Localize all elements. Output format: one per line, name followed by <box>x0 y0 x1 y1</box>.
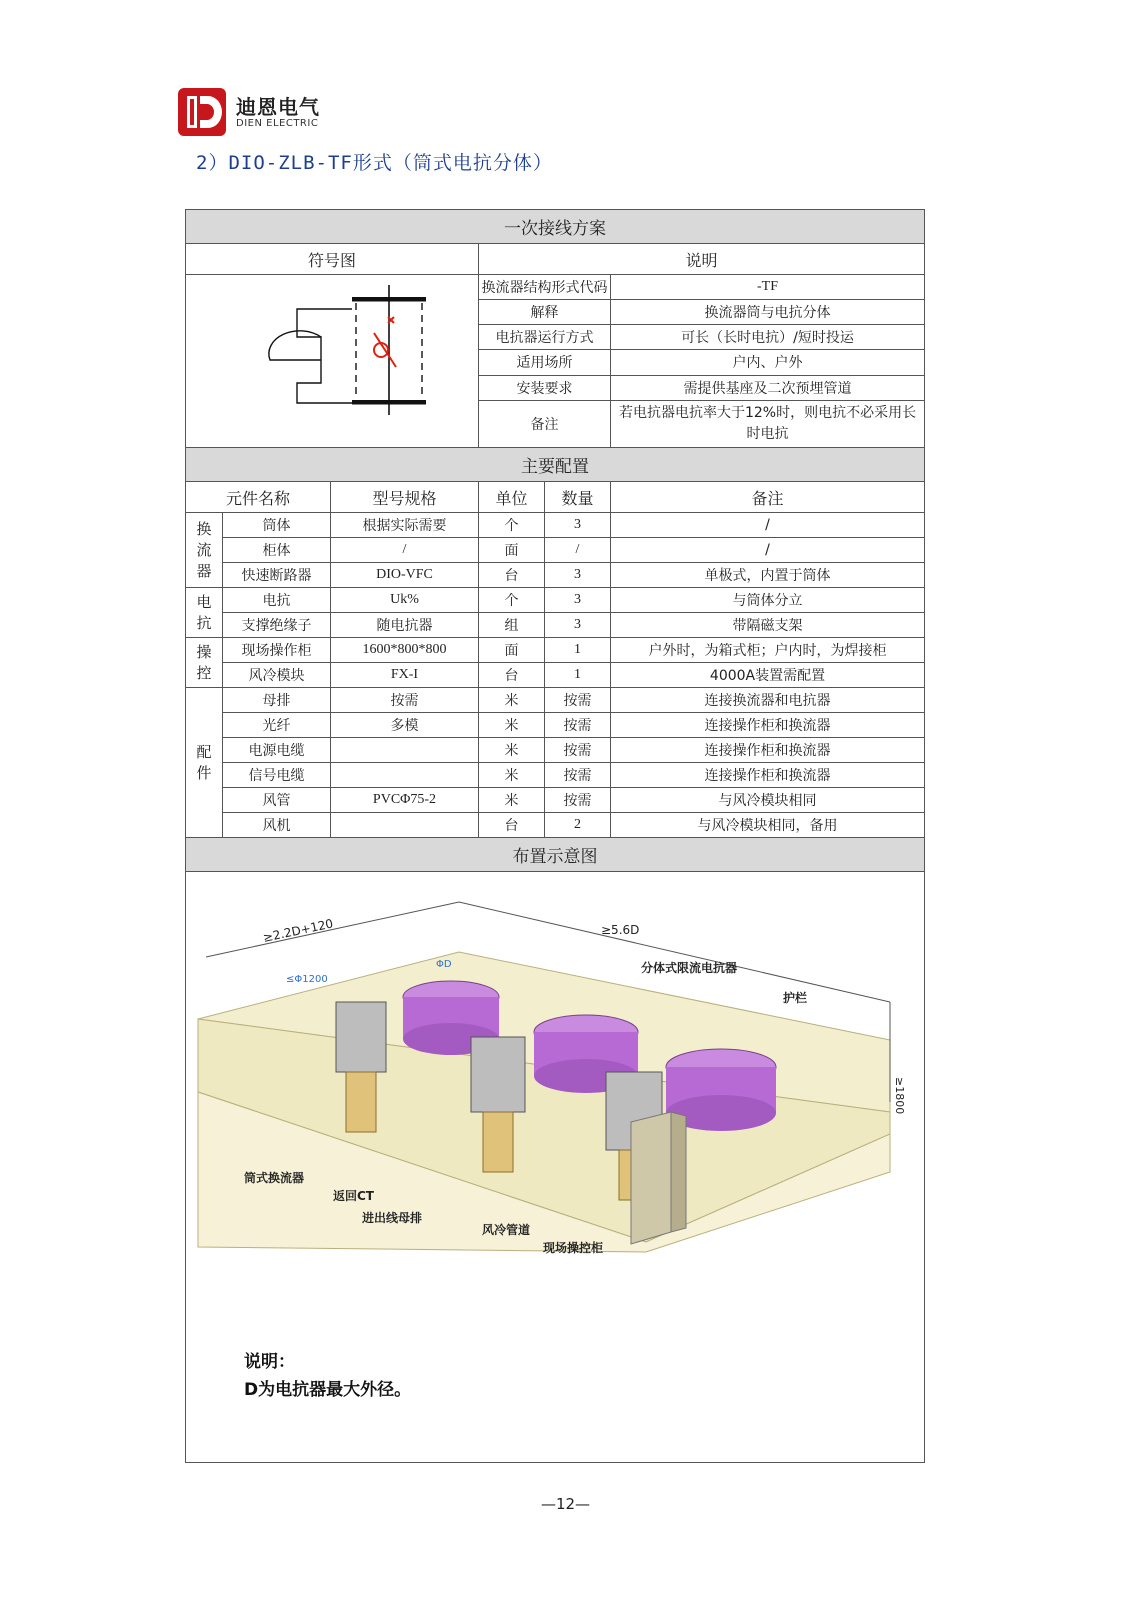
quantity: 3 <box>545 588 611 613</box>
duct-label: 风冷管道 <box>482 1223 531 1237</box>
explain-key: 安装要求 <box>479 375 611 400</box>
model-spec: FX-I <box>331 663 479 688</box>
unit: 台 <box>479 813 545 838</box>
section-heading: 2）DIO-ZLB-TF形式（筒式电抗分体） <box>196 152 553 174</box>
unit: 组 <box>479 613 545 638</box>
explain-value: 换流器筒与电抗分体 <box>611 300 925 325</box>
model-spec: Uk% <box>331 588 479 613</box>
remark: 与筒体分立 <box>611 588 925 613</box>
logo-chinese-name: 迪恩电气 <box>236 94 320 119</box>
config-row <box>186 738 925 763</box>
explain-value: 户内、户外 <box>611 350 925 375</box>
model-spec: PVCΦ75-2 <box>331 788 479 813</box>
model-spec: 随电抗器 <box>331 613 479 638</box>
config-row <box>186 788 925 813</box>
model-spec: 多模 <box>331 713 479 738</box>
group-label: 换 流 器 <box>186 513 223 588</box>
explain-key: 解释 <box>479 300 611 325</box>
layout-title: 布置示意图 <box>186 838 925 872</box>
config-row <box>186 663 925 688</box>
config-row <box>186 763 925 788</box>
component-name: 柜体 <box>223 538 331 563</box>
config-row <box>186 588 925 613</box>
component-name: 电源电缆 <box>223 738 331 763</box>
col-header: 数量 <box>545 482 611 513</box>
remark: 4000A装置需配置 <box>611 663 925 688</box>
dim-label: ΦD <box>436 959 452 970</box>
quantity: 1 <box>545 638 611 663</box>
config-row <box>186 688 925 713</box>
layout-diagram-cell <box>186 872 925 1463</box>
explain-key: 换流器结构形式代码 <box>479 275 611 300</box>
model-spec: DIO-VFC <box>331 563 479 588</box>
busbar-label: 进出线母排 <box>362 1211 423 1225</box>
component-name: 快速断路器 <box>223 563 331 588</box>
remark: 与风冷模块相同 <box>611 788 925 813</box>
quantity: 2 <box>545 813 611 838</box>
reactor-label: 分体式限流电抗器 <box>641 961 738 975</box>
config-row <box>186 538 925 563</box>
spec-table <box>185 209 925 1463</box>
col-header: 型号规格 <box>331 482 479 513</box>
component-name: 信号电缆 <box>223 763 331 788</box>
unit: 个 <box>479 588 545 613</box>
unit: 米 <box>479 738 545 763</box>
col-header: 单位 <box>479 482 545 513</box>
component-name: 电抗 <box>223 588 331 613</box>
remark: 连接操作柜和换流器 <box>611 763 925 788</box>
explain-key: 适用场所 <box>479 350 611 375</box>
component-name: 母排 <box>223 688 331 713</box>
symbol-header: 符号图 <box>186 244 479 275</box>
remark: 与风冷模块相同，备用 <box>611 813 925 838</box>
group-label: 电 抗 <box>186 588 223 638</box>
explain-key: 电抗器运行方式 <box>479 325 611 350</box>
unit: 面 <box>479 638 545 663</box>
unit: 面 <box>479 538 545 563</box>
group-label: 操 控 <box>186 638 223 688</box>
explain-value: -TF <box>611 275 925 300</box>
unit: 米 <box>479 788 545 813</box>
description-header: 说明 <box>479 244 925 275</box>
unit: 个 <box>479 513 545 538</box>
note-text: D为电抗器最大外径。 <box>244 1380 412 1400</box>
remark: 连接操作柜和换流器 <box>611 713 925 738</box>
dien-logo-icon <box>178 88 226 136</box>
unit: 米 <box>479 688 545 713</box>
note-title: 说明： <box>244 1352 295 1372</box>
config-row <box>186 813 925 838</box>
model-spec <box>331 763 479 788</box>
dim-label: ≤Φ1200 <box>286 974 328 985</box>
quantity: 按需 <box>545 688 611 713</box>
config-row <box>186 713 925 738</box>
model-spec <box>331 738 479 763</box>
quantity: 按需 <box>545 788 611 813</box>
logo-english-name: DIEN ELECTRIC <box>236 117 319 129</box>
component-name: 现场操作柜 <box>223 638 331 663</box>
dim-label: ≥5.6D <box>601 923 640 937</box>
quantity: 3 <box>545 613 611 638</box>
model-spec: 按需 <box>331 688 479 713</box>
component-name: 风冷模块 <box>223 663 331 688</box>
model-spec: / <box>331 538 479 563</box>
circuit-symbol <box>186 275 479 443</box>
unit: 台 <box>479 563 545 588</box>
remark: 带隔磁支架 <box>611 613 925 638</box>
main-config-title: 主要配置 <box>186 448 925 482</box>
layout-diagram <box>186 872 925 1462</box>
quantity: / <box>545 538 611 563</box>
quantity: 3 <box>545 563 611 588</box>
config-row <box>186 613 925 638</box>
config-row <box>186 513 925 538</box>
col-header: 备注 <box>611 482 925 513</box>
ct-label: 返回CT <box>333 1189 374 1203</box>
company-logo <box>178 88 320 136</box>
col-header: 元件名称 <box>186 482 331 513</box>
remark: 连接操作柜和换流器 <box>611 738 925 763</box>
component-name: 支撑绝缘子 <box>223 613 331 638</box>
symbol-diagram-cell <box>186 275 479 448</box>
remark: 连接换流器和电抗器 <box>611 688 925 713</box>
config-row <box>186 638 925 663</box>
control-cabinet <box>631 1112 671 1244</box>
remark: 户外时，为箱式柜；户内时，为焊接柜 <box>611 638 925 663</box>
explain-value: 需提供基座及二次预埋管道 <box>611 375 925 400</box>
explain-value: 可长（长时电抗）/短时投运 <box>611 325 925 350</box>
component-name: 光纤 <box>223 713 331 738</box>
quantity: 按需 <box>545 738 611 763</box>
component-name: 风管 <box>223 788 331 813</box>
explain-key: 备注 <box>479 400 611 447</box>
wiring-scheme-title: 一次接线方案 <box>186 210 925 244</box>
remark: / <box>611 538 925 563</box>
unit: 米 <box>479 763 545 788</box>
fence-label: 护栏 <box>783 991 808 1005</box>
quantity: 按需 <box>545 713 611 738</box>
config-row <box>186 563 925 588</box>
component-name: 风机 <box>223 813 331 838</box>
page-number: —12— <box>540 1495 591 1513</box>
model-spec: 1600*800*800 <box>331 638 479 663</box>
quantity: 按需 <box>545 763 611 788</box>
unit: 米 <box>479 713 545 738</box>
quantity: 1 <box>545 663 611 688</box>
model-spec: 根据实际需要 <box>331 513 479 538</box>
remark: / <box>611 513 925 538</box>
dim-label: ≥2.2D+120 <box>261 916 335 945</box>
unit: 台 <box>479 663 545 688</box>
remark: 单极式，内置于筒体 <box>611 563 925 588</box>
explain-value: 若电抗器电抗率大于12%时，则电抗不必采用长时电抗 <box>611 400 925 447</box>
dim-label: ≥1800 <box>893 1077 906 1115</box>
model-spec <box>331 813 479 838</box>
component-name: 筒体 <box>223 513 331 538</box>
cabinet-label: 现场操控柜 <box>543 1241 604 1255</box>
converter-label: 筒式换流器 <box>244 1171 305 1185</box>
group-label: 配 件 <box>186 688 223 838</box>
quantity: 3 <box>545 513 611 538</box>
